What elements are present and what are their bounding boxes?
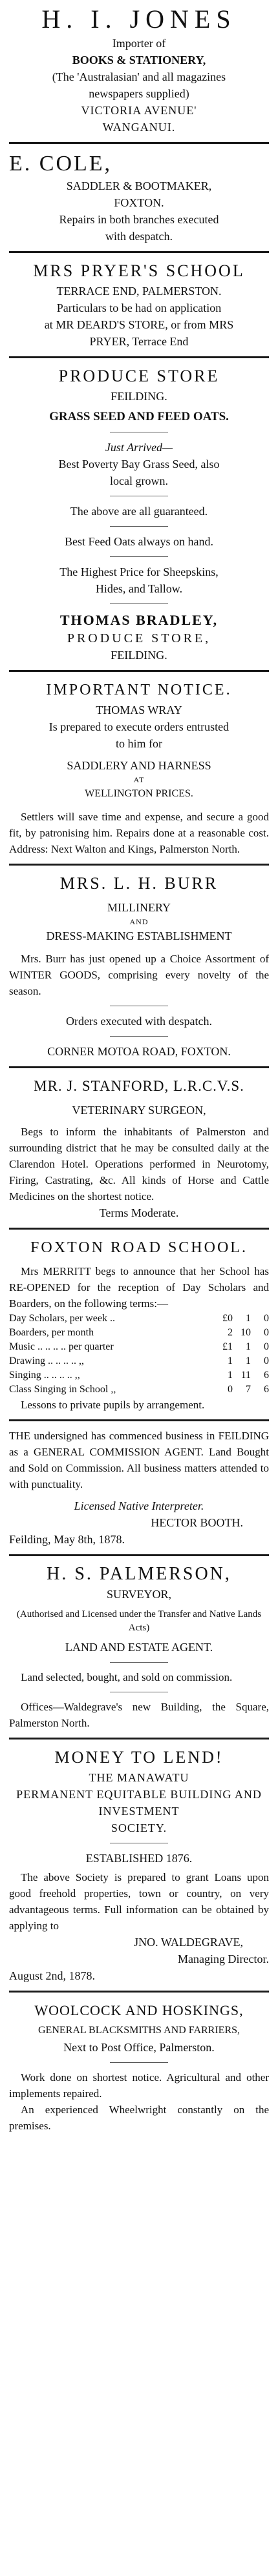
fee-pence: 6 [264, 1370, 269, 1381]
ad-line: CORNER MOTOA ROAD, FOXTON. [47, 1045, 231, 1058]
divider [9, 251, 269, 253]
divider [9, 1991, 269, 1993]
fee-pence: 6 [264, 1384, 269, 1395]
ad-line: WELLINGTON PRICES. [85, 788, 193, 799]
ad-line: GRASS SEED AND FEED OATS. [49, 410, 229, 423]
table-row [9, 1340, 269, 1354]
ad-foxton-school [9, 1236, 269, 1413]
ad-line: Feilding, May 8th, 1878. [9, 1533, 125, 1546]
ad-line: TERRACE END, PALMERSTON. [56, 285, 222, 298]
ad-important-notice [9, 678, 269, 857]
ad-title: IMPORTANT NOTICE. [46, 682, 232, 698]
fee-shillings: 1 [246, 1313, 251, 1324]
ad-line: LAND AND ESTATE AGENT. [65, 1641, 213, 1654]
ad-stanford [9, 1075, 269, 1221]
ad-paragraph: Lessons to private pupils by arrangement. [21, 1399, 205, 1411]
fee-pence: 0 [264, 1355, 269, 1366]
ad-paragraph: Offices—Waldegrave's new Building, the Square, Palmerston North. [9, 1701, 269, 1729]
ad-line: at MR DEARD'S STORE, or from MRS [44, 318, 234, 331]
table-row [9, 1326, 269, 1340]
ad-line: WANGANUI. [102, 121, 176, 134]
fee-label: Drawing .. .. .. .. ,, [9, 1355, 84, 1366]
ad-line: FEILDING. [111, 649, 167, 662]
divider [9, 1419, 269, 1421]
ad-title: H. I. JONES [41, 5, 237, 34]
ad-line: FEILDING. [111, 390, 167, 403]
ad-title: MONEY TO LEND! [54, 1748, 224, 1767]
ad-line: JNO. WALDEGRAVE, [134, 1936, 243, 1949]
ad-line: Terms Moderate. [99, 1206, 179, 1219]
ad-line: Particulars to be had on application [56, 301, 222, 314]
ad-line: newspapers supplied) [89, 87, 189, 100]
ad-line: BOOKS & STATIONERY, [72, 54, 206, 66]
fee-shillings: 1 [246, 1355, 251, 1366]
ad-paragraph: The above Society is prepared to grant Loans upon good freehold properties, town or country, on very advantageous terms. Full information can be obtained by applying to [9, 1871, 269, 1932]
ad-line: Managing Director. [178, 1952, 269, 1965]
fee-pence: 0 [264, 1327, 269, 1338]
ad-line: AT [133, 775, 145, 784]
divider [9, 356, 269, 358]
divider [110, 603, 168, 604]
divider [9, 864, 269, 866]
divider [9, 1738, 269, 1739]
ad-line: DRESS-MAKING ESTABLISHMENT [46, 929, 232, 942]
fee-label: Class Singing in School ,, [9, 1384, 116, 1395]
fee-pence: 0 [264, 1313, 269, 1324]
ad-line: SOCIETY. [111, 1821, 167, 1834]
ad-line: THOMAS BRADLEY, [59, 612, 219, 628]
divider [9, 1554, 269, 1556]
divider [110, 1036, 168, 1037]
ad-title: PRODUCE STORE [58, 367, 220, 385]
divider [9, 670, 269, 672]
ad-paragraph: Mrs MERRITT begs to announce that her School has RE-OPENED for the reception of Day Scholars and Boarders, on the following terms:— [9, 1265, 269, 1310]
divider [110, 556, 168, 557]
ad-line: PERMANENT EQUITABLE BUILDING AND INVESTMENT [16, 1788, 262, 1818]
ad-title: FOXTON ROAD SCHOOL. [30, 1239, 248, 1256]
ad-line: SADDLER & BOOTMAKER, [66, 179, 212, 192]
fee-label: Boarders, per month [9, 1327, 94, 1338]
fee-pounds: 2 [228, 1327, 233, 1338]
ad-line: PRODUCE STORE, [67, 631, 211, 645]
ad-title: H. S. PALMERSON, [47, 1564, 231, 1584]
ad-line: THOMAS WRAY [96, 704, 182, 716]
ad-line: HECTOR BOOTH. [151, 1516, 243, 1529]
table-row [9, 1383, 269, 1397]
fee-shillings: 11 [241, 1370, 251, 1381]
ad-produce-store [9, 365, 269, 664]
ad-line: Best Feed Oats always on hand. [65, 535, 213, 548]
ad-line: Importer of [112, 37, 166, 50]
ad-cole [9, 150, 269, 245]
ad-line: SURVEYOR, [106, 1588, 172, 1601]
ad-paragraph: Begs to inform the inhabitants of Palmerston and surrounding district that he may be consulted daily at the Clarendon Hotel. Operations performed in Neurotomy, Firing, Castrating, &c. All kinds of Horse and Cattle Medicines on the shortest notice. [9, 1126, 269, 1202]
ad-line: to him for [116, 737, 162, 750]
fee-shillings: 7 [246, 1384, 251, 1395]
table-row [9, 1312, 269, 1326]
ad-title: MRS. L. H. BURR [59, 874, 219, 893]
ad-line: (Authorised and Licensed under the Transfer and Native Lands Acts) [16, 1609, 262, 1633]
ad-line: MILLINERY [107, 901, 171, 914]
ad-line: local grown. [110, 474, 168, 487]
fee-pounds: 0 [228, 1384, 233, 1395]
ad-line: Orders executed with despatch. [66, 1015, 212, 1028]
fee-label: Day Scholars, per week .. [9, 1313, 115, 1324]
fee-shillings: 1 [246, 1341, 251, 1352]
ad-line: ESTABLISHED 1876. [85, 1852, 193, 1865]
divider [9, 1228, 269, 1230]
fee-label: Music .. .. .. .. per quarter [9, 1341, 114, 1352]
ad-line: THE MANAWATU [89, 1771, 189, 1784]
fee-pounds: £0 [222, 1313, 233, 1324]
fee-label: Singing .. .. .. .. ,, [9, 1370, 80, 1381]
ad-money-to-lend [9, 1746, 269, 1984]
table-row [9, 1368, 269, 1383]
ad-line: Is prepared to execute orders entrusted [48, 720, 230, 733]
ad-line: August 2nd, 1878. [9, 1969, 96, 1982]
ad-pryer-school [9, 259, 269, 350]
fee-shillings: 10 [241, 1327, 251, 1338]
ad-paragraph: Land selected, bought, and sold on commission. [21, 1671, 233, 1683]
fee-pounds: £1 [222, 1341, 233, 1352]
ad-line: The Highest Price for Sheepskins, [59, 565, 219, 578]
divider [110, 1662, 168, 1663]
ad-jones [9, 4, 269, 136]
ad-line: Repairs in both branches executed [59, 213, 219, 226]
ad-line: VICTORIA AVENUE' [81, 104, 197, 117]
ad-line: SADDLERY AND HARNESS [67, 759, 211, 772]
divider [110, 526, 168, 527]
ad-line: Hides, and Tallow. [95, 582, 183, 595]
ad-title: E. COLE, [9, 152, 112, 176]
divider [9, 1066, 269, 1068]
ad-line: Best Poverty Bay Grass Seed, also [58, 458, 220, 471]
ad-line: VETERINARY SURGEON, [72, 1104, 206, 1117]
divider [9, 142, 269, 144]
ad-paragraph: Settlers will save time and expense, and secure a good fit, by patronising him. Repairs done at a reasonable cost. Address: Next Walton and Kings, Palmerston North. [9, 811, 269, 855]
ad-palmerson [9, 1563, 269, 1731]
ad-line: FOXTON. [114, 196, 164, 209]
fee-pence: 0 [264, 1341, 269, 1352]
ad-paragraph: THE undersigned has commenced business in FEILDING as a GENERAL COMMISSION AGENT. Land Bought and Sold on Commission. All business matters attended to with punctuality. [9, 1430, 269, 1490]
ad-paragraph: Work done on shortest notice. Agricultural and other implements repaired. [9, 2071, 269, 2100]
ad-paragraph: Mrs. Burr has just opened up a Choice Assortment of WINTER GOODS, comprising every novelty of the season. [9, 953, 269, 997]
ad-burr [9, 872, 269, 1060]
ad-title: WOOLCOCK AND HOSKINGS, [34, 2002, 244, 2018]
ad-line: The above are all guaranteed. [70, 505, 208, 518]
ad-woolcock [9, 1999, 269, 2134]
ad-line: Licensed Native Interpreter. [74, 1499, 204, 1512]
divider [110, 2062, 168, 2063]
fee-pounds: 1 [228, 1355, 233, 1366]
ad-line: GENERAL BLACKSMITHS AND FARRIERS, [37, 2025, 241, 2036]
ad-paragraph: An experienced Wheelwright constantly on the premises. [9, 2104, 269, 2132]
ad-title: MRS PRYER'S SCHOOL [33, 261, 245, 280]
table-row [9, 1354, 269, 1368]
fee-pounds: 1 [228, 1370, 233, 1381]
ad-title: MR. J. STANFORD, L.R.C.V.S. [34, 1078, 244, 1094]
ad-booth [9, 1428, 269, 1548]
fees-table [9, 1312, 269, 1397]
ad-line: with despatch. [105, 230, 173, 243]
ad-line: Just Arrived— [105, 441, 173, 454]
ad-line: (The 'Australasian' and all magazines [52, 70, 226, 83]
ad-line: PRYER, Terrace End [89, 335, 189, 348]
ad-line: AND [129, 917, 149, 926]
ad-line: Next to Post Office, Palmerston. [63, 2041, 215, 2054]
